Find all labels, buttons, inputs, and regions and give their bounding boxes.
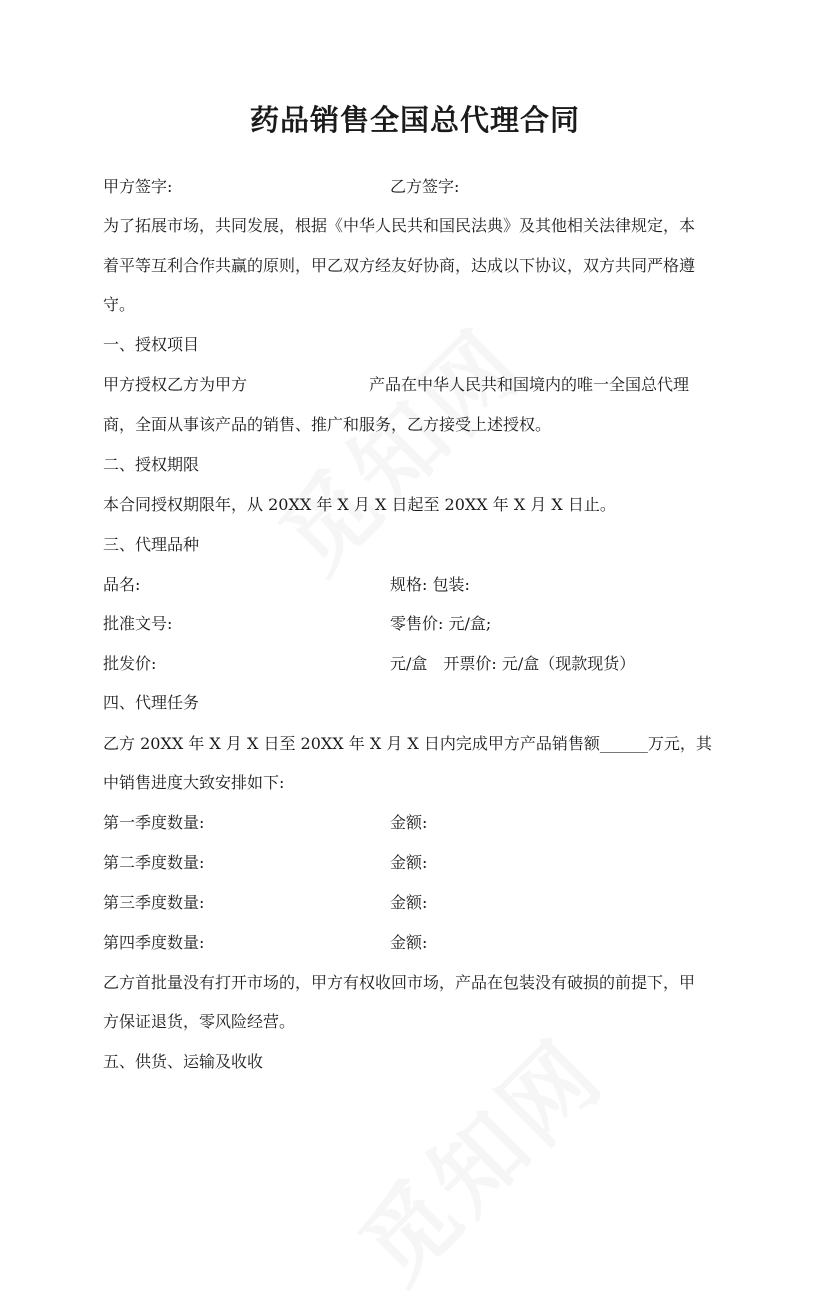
document-title: 药品销售全国总代理合同 xyxy=(249,103,580,137)
party-b-signature-label: 乙方签字: xyxy=(390,177,460,196)
quarter-4-quantity-label: 第四季度数量: xyxy=(103,933,205,952)
section-3-heading: 三、代理品种 xyxy=(103,535,200,554)
quarter-1-quantity-label: 第一季度数量: xyxy=(103,813,205,832)
quarter-3-amount-label: 金额: xyxy=(390,893,428,912)
section-1-line-2: 商，全面从事该产品的销售、推广和服务，乙方接受上述授权。 xyxy=(103,415,552,434)
watermark xyxy=(326,1005,627,1306)
quarter-1-amount-label: 金额: xyxy=(390,813,428,832)
invoice-price-label: 元/盒 开票价: 元/盒（现款现货） xyxy=(390,654,636,673)
product-name-label: 品名: xyxy=(103,575,141,594)
intro-line-1: 为了拓展市场，共同发展，根据《中华人民共和国民法典》及其他相关法律规定，本 xyxy=(103,216,696,235)
section-1-heading: 一、授权项目 xyxy=(103,335,200,354)
section-4-text-2: 中销售进度大致安排如下: xyxy=(103,773,285,792)
section-4-note-2: 方保证退货，零风险经营。 xyxy=(103,1012,296,1031)
section-2-text: 本合同授权期限年，从 20XX 年 X 月 X 日起至 20XX 年 X 月 X 日止。 xyxy=(103,495,616,514)
section-5-heading: 五、供货、运输及收收 xyxy=(103,1052,264,1071)
intro-line-2: 着平等互利合作共赢的原则，甲乙双方经友好协商，达成以下协议，双方共同严格遵 xyxy=(103,256,696,275)
spec-package-label: 规格: 包装: xyxy=(390,575,470,594)
party-a-signature-label: 甲方签字: xyxy=(103,177,173,196)
quarter-2-amount-label: 金额: xyxy=(390,853,428,872)
wholesale-price-label: 批发价: xyxy=(103,654,157,673)
section-2-heading: 二、授权期限 xyxy=(103,455,200,474)
section-1-line-1-left: 甲方授权乙方为甲方 xyxy=(103,375,248,394)
section-4-note-1: 乙方首批量没有打开市场的，甲方有权收回市场，产品在包装没有破损的前提下，甲 xyxy=(103,973,696,992)
section-4-heading: 四、代理任务 xyxy=(103,693,200,712)
quarter-4-amount-label: 金额: xyxy=(390,933,428,952)
section-4-text-1: 乙方 20XX 年 X 月 X 日至 20XX 年 X 月 X 日内完成甲方产品销售额______万元，其 xyxy=(103,734,712,753)
retail-price-label: 零售价: 元/盒; xyxy=(390,614,492,633)
intro-line-3: 守。 xyxy=(103,295,136,314)
watermark xyxy=(246,295,547,596)
quarter-2-quantity-label: 第二季度数量: xyxy=(103,853,205,872)
approval-number-label: 批准文号: xyxy=(103,614,173,633)
section-1-line-1-right: 产品在中华人民共和国境内的唯一全国总代理 xyxy=(369,375,690,394)
quarter-3-quantity-label: 第三季度数量: xyxy=(103,893,205,912)
